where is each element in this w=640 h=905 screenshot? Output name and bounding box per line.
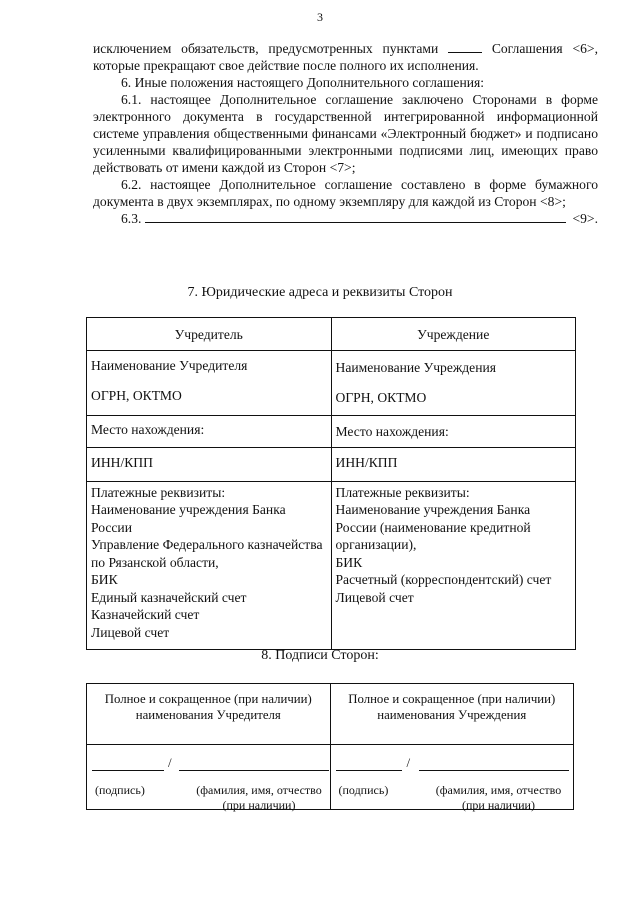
continuation-text: исключением обязательств, предусмотренных пунктами bbox=[93, 41, 439, 56]
founder-ogrn-label: ОГРН, ОКТМО bbox=[91, 388, 182, 403]
continuation-tail: Соглашения <6>, которые прекращают свое действие после полного их исполнения. bbox=[93, 41, 598, 73]
institution-ogrn-label: ОГРН, ОКТМО bbox=[335, 390, 427, 405]
payment-line: БИК bbox=[335, 554, 363, 570]
table-header-row bbox=[87, 318, 576, 351]
payment-line: Наименование учреждения Банка России bbox=[91, 502, 286, 535]
header-institution: Учреждение bbox=[331, 318, 576, 351]
payment-line: Расчетный (корреспондентский) счет bbox=[335, 572, 552, 587]
blank-line bbox=[448, 41, 482, 53]
name-line bbox=[419, 770, 569, 771]
founder-address-label: Место нахождения: bbox=[87, 415, 332, 448]
table-row bbox=[87, 448, 576, 482]
blank-line bbox=[145, 222, 566, 223]
signatures-table bbox=[86, 683, 574, 810]
institution-name-label: Наименование Учреждения bbox=[335, 359, 497, 375]
agreement-body bbox=[93, 40, 598, 227]
founder-name-header: Полное и сокращенное (при наличии) наименования Учредителя bbox=[87, 684, 331, 745]
table-row bbox=[87, 481, 576, 650]
payment-line: Наименование учреждения Банка России (наименование кредитной организации), bbox=[335, 502, 531, 552]
payment-line: Единый казначейский счет bbox=[91, 589, 247, 605]
institution-payment-details bbox=[331, 481, 576, 650]
page-number: 3 bbox=[317, 10, 323, 24]
paragraph-6: 6. Иные положения настоящего Дополнительного соглашения: bbox=[121, 75, 485, 90]
founder-name-ogrn bbox=[87, 350, 332, 415]
separator-slash: / bbox=[406, 755, 411, 770]
institution-signature-cell bbox=[330, 745, 574, 810]
founder-signature-cell bbox=[87, 745, 331, 810]
payment-line: Платежные реквизиты: bbox=[335, 484, 470, 500]
table-header-row bbox=[87, 684, 574, 745]
fio-caption: (фамилия, имя, отчество (при наличии) bbox=[435, 783, 562, 812]
paragraph-continuation bbox=[93, 40, 598, 74]
institution-name-ogrn bbox=[331, 350, 576, 415]
payment-line: Управление Федерального казначейства по Рязанской области, bbox=[91, 537, 323, 570]
payment-line: БИК bbox=[91, 572, 118, 587]
founder-name-label: Наименование Учредителя bbox=[91, 357, 248, 373]
paragraph-6-1: 6.1. настоящее Дополнительное соглашение заключено Сторонами в форме электронного документа в государственной интегрированной информационной системе управления общественными финансами «Электронный бюджет» и подписано усиленными квалифицированными электронными подписями лиц, имеющих право действовать от имени каждой из Сторон <7>; bbox=[93, 92, 598, 175]
section-8-title: 8. Подписи Сторон: bbox=[261, 648, 379, 663]
signature-line bbox=[92, 770, 164, 771]
separator-slash: / bbox=[168, 755, 172, 770]
section-7-title: 7. Юридические адреса и реквизиты Сторон bbox=[187, 285, 453, 300]
institution-inn-label: ИНН/КПП bbox=[331, 448, 576, 482]
fio-caption: (фамилия, имя, отчество (при наличии) bbox=[196, 783, 322, 812]
payment-line: Платежные реквизиты: bbox=[91, 484, 226, 500]
institution-address-label: Место нахождения: bbox=[331, 415, 576, 448]
payment-line: Казначейский счет bbox=[91, 607, 200, 622]
requisites-table bbox=[86, 317, 576, 650]
founder-inn-label: ИНН/КПП bbox=[87, 448, 332, 482]
table-row bbox=[87, 350, 576, 415]
paragraph-6-3-label: 6.3. bbox=[121, 211, 142, 226]
founder-payment-details bbox=[87, 481, 332, 650]
signature-line bbox=[336, 770, 402, 771]
payment-line: Лицевой счет bbox=[91, 624, 170, 640]
paragraph-6-3-footnote: <9>. bbox=[572, 211, 598, 226]
signature-caption: (подпись) bbox=[95, 783, 145, 797]
paragraph-6-3 bbox=[121, 210, 598, 227]
payment-line: Лицевой счет bbox=[335, 589, 414, 605]
table-row bbox=[87, 415, 576, 448]
header-founder: Учредитель bbox=[87, 318, 332, 351]
institution-name-header: Полное и сокращенное (при наличии) наименования Учреждения bbox=[330, 684, 574, 745]
name-line bbox=[179, 770, 329, 771]
paragraph-6-2: 6.2. настоящее Дополнительное соглашение составлено в форме бумажного документа в двух экземплярах, по одному экземпляру для каждой из Сторон <8>; bbox=[93, 177, 598, 209]
signature-row bbox=[87, 745, 574, 810]
signature-caption: (подпись) bbox=[338, 783, 389, 797]
